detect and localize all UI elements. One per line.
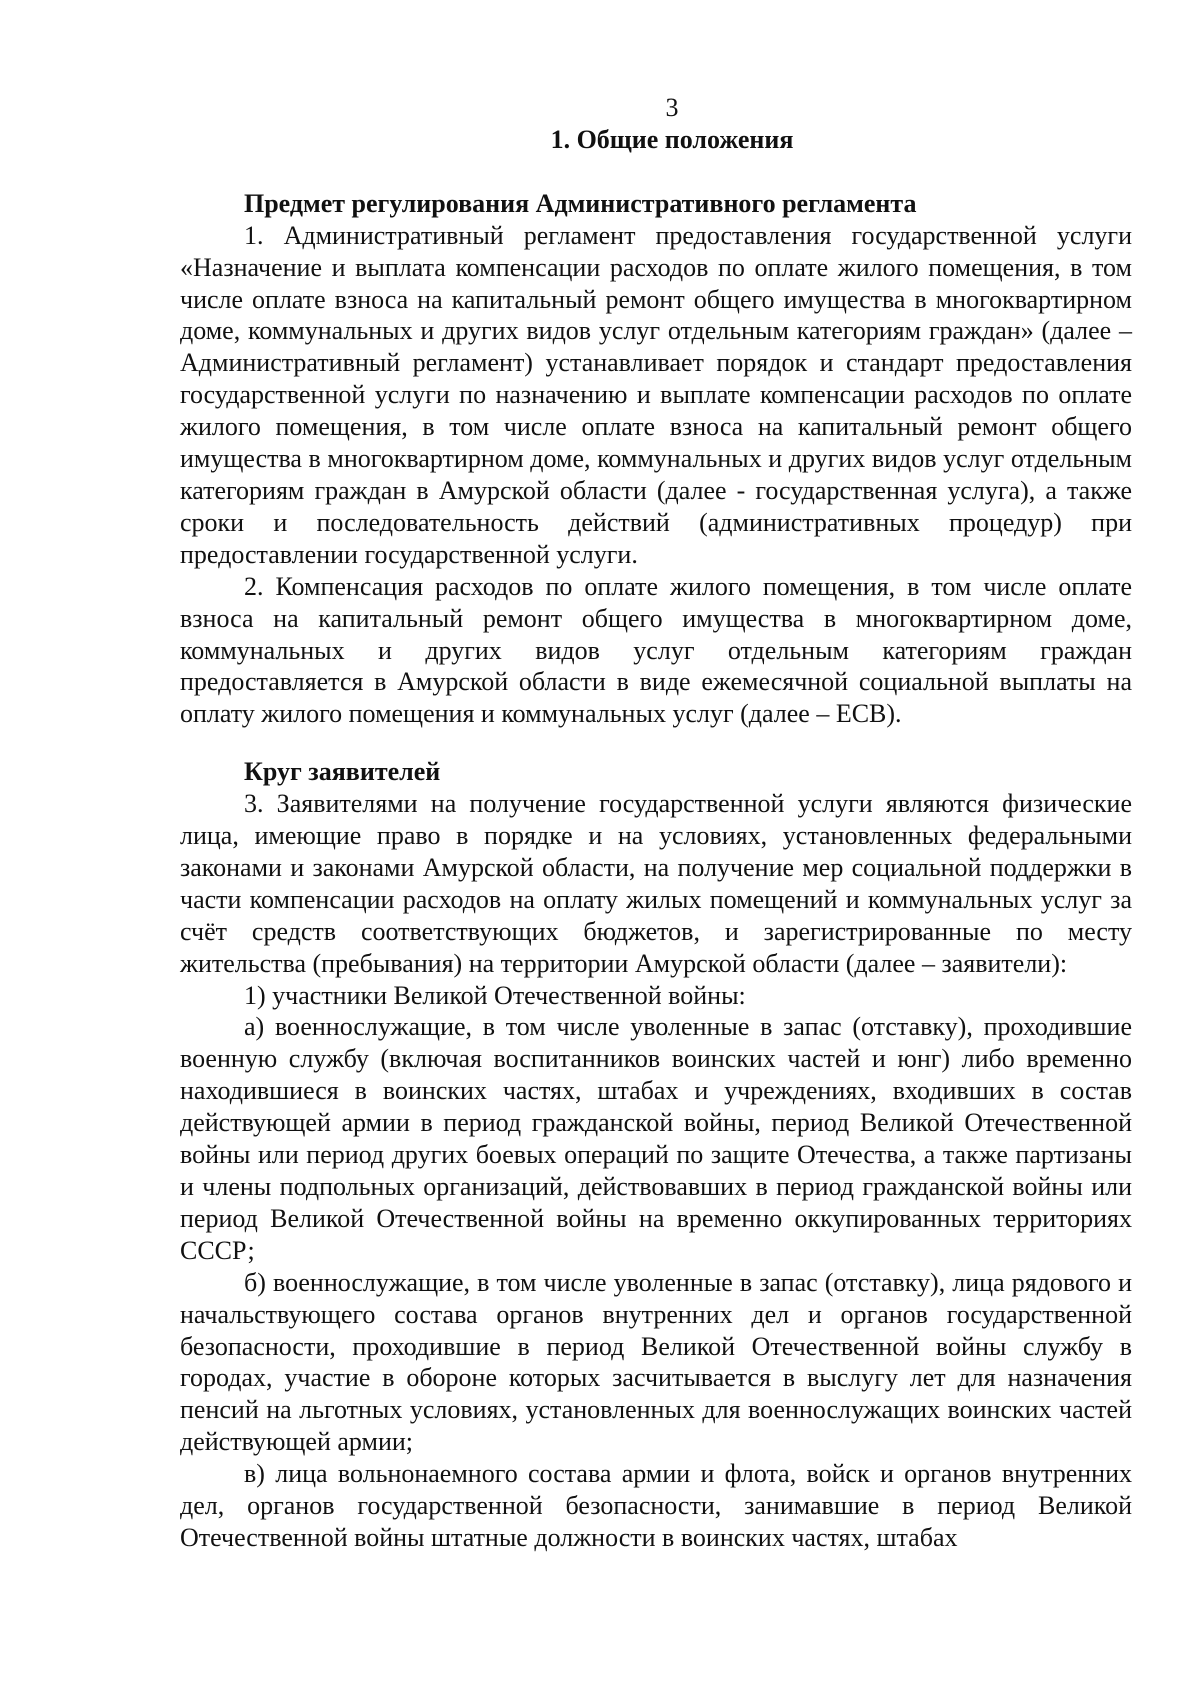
paragraph-1: 1. Административный регламент предоставления государственной услуги «Назначение и выплата компенсации расходов по оплате жилого помещения, в том числе оплате взноса на капитальный ремонт общего имущества в многоквартирном доме, коммунальных и других видов услуг отдельным категориям граждан» (далее – Административный регламент) устанавливает порядок и стандарт предоставления государственной услуги по назначению и выплате компенсации расходов по оплате жилого помещения, в том числе оплате взноса на капитальный ремонт общего имущества в многоквартирном доме, коммунальных и других видов услуг отдельным категориям граждан в Амурской области (далее - государственная услуга), а также сроки и последовательность действий (административных процедур) при предоставлении государственной услуги. [180,220,1132,569]
page-number: 3 [665,93,679,122]
paragraph-3: 3. Заявителями на получение государственной услуги являются физические лица, имеющие право в порядке и на условиях, установленных федеральными законами и законами Амурской области, на получение мер социальной поддержки в части компенсации расходов на оплату жилых помещений и коммунальных услуг за счёт средств соответствующих бюджетов, и зарегистрированные по месту жительства (пребывания) на территории Амурской области (далее – заявители): [180,789,1132,978]
list-item-1: 1) участники Великой Отечественной войны: [244,980,746,1010]
spacer [180,156,1132,188]
subsection-heading-regulation-subject: Предмет регулирования Административного регламента [244,188,917,218]
section-title: 1. Общие положения [550,124,794,154]
subsection-heading-applicants: Круг заявителей [244,757,441,787]
list-item-a: а) военнослужащие, в том числе уволенные в запас (отставку), проходившие военную службу (включая воспитанников воинских частей и юнг) либо временно находившиеся в воинских частях, штабах и учреждениях, входивших в состав действующей армии в период гражданской войны, период Великой Отечественной войны или период других боевых операций по защите Отечества, а также партизаны и члены подпольных организаций, действовавших в период гражданской войны или период Великой Отечественной войны на временно оккупированных территориях СССР; [180,1012,1132,1265]
list-item-b: б) военнослужащие, в том числе уволенные в запас (отставку), лица рядового и начальствующего состава органов внутренних дел и органов государственной безопасности, проходившие в период Великой Отечественной войны службу в городах, участие в обороне которых засчитывается в выслугу лет для назначения пенсий на льготных условиях, установленных для военнослужащих воинских частей действующей армии; [180,1267,1132,1457]
page-content [180,92,1132,1554]
spacer [180,730,1132,756]
list-item-v: в) лица вольнонаемного состава армии и флота, войск и органов внутренних дел, органов государственной безопасности, занимавшие в период Великой Отечественной войны штатные должности в воинских частях, штабах [180,1459,1132,1552]
paragraph-2: 2. Компенсация расходов по оплате жилого помещения, в том числе оплате взноса на капитальный ремонт общего имущества в многоквартирном доме, коммунальных и других видов услуг отдельным категориям граждан предоставляется в Амурской области в виде ежемесячной социальной выплаты на оплату жилого помещения и коммунальных услуг (далее – ЕСВ). [180,571,1132,729]
